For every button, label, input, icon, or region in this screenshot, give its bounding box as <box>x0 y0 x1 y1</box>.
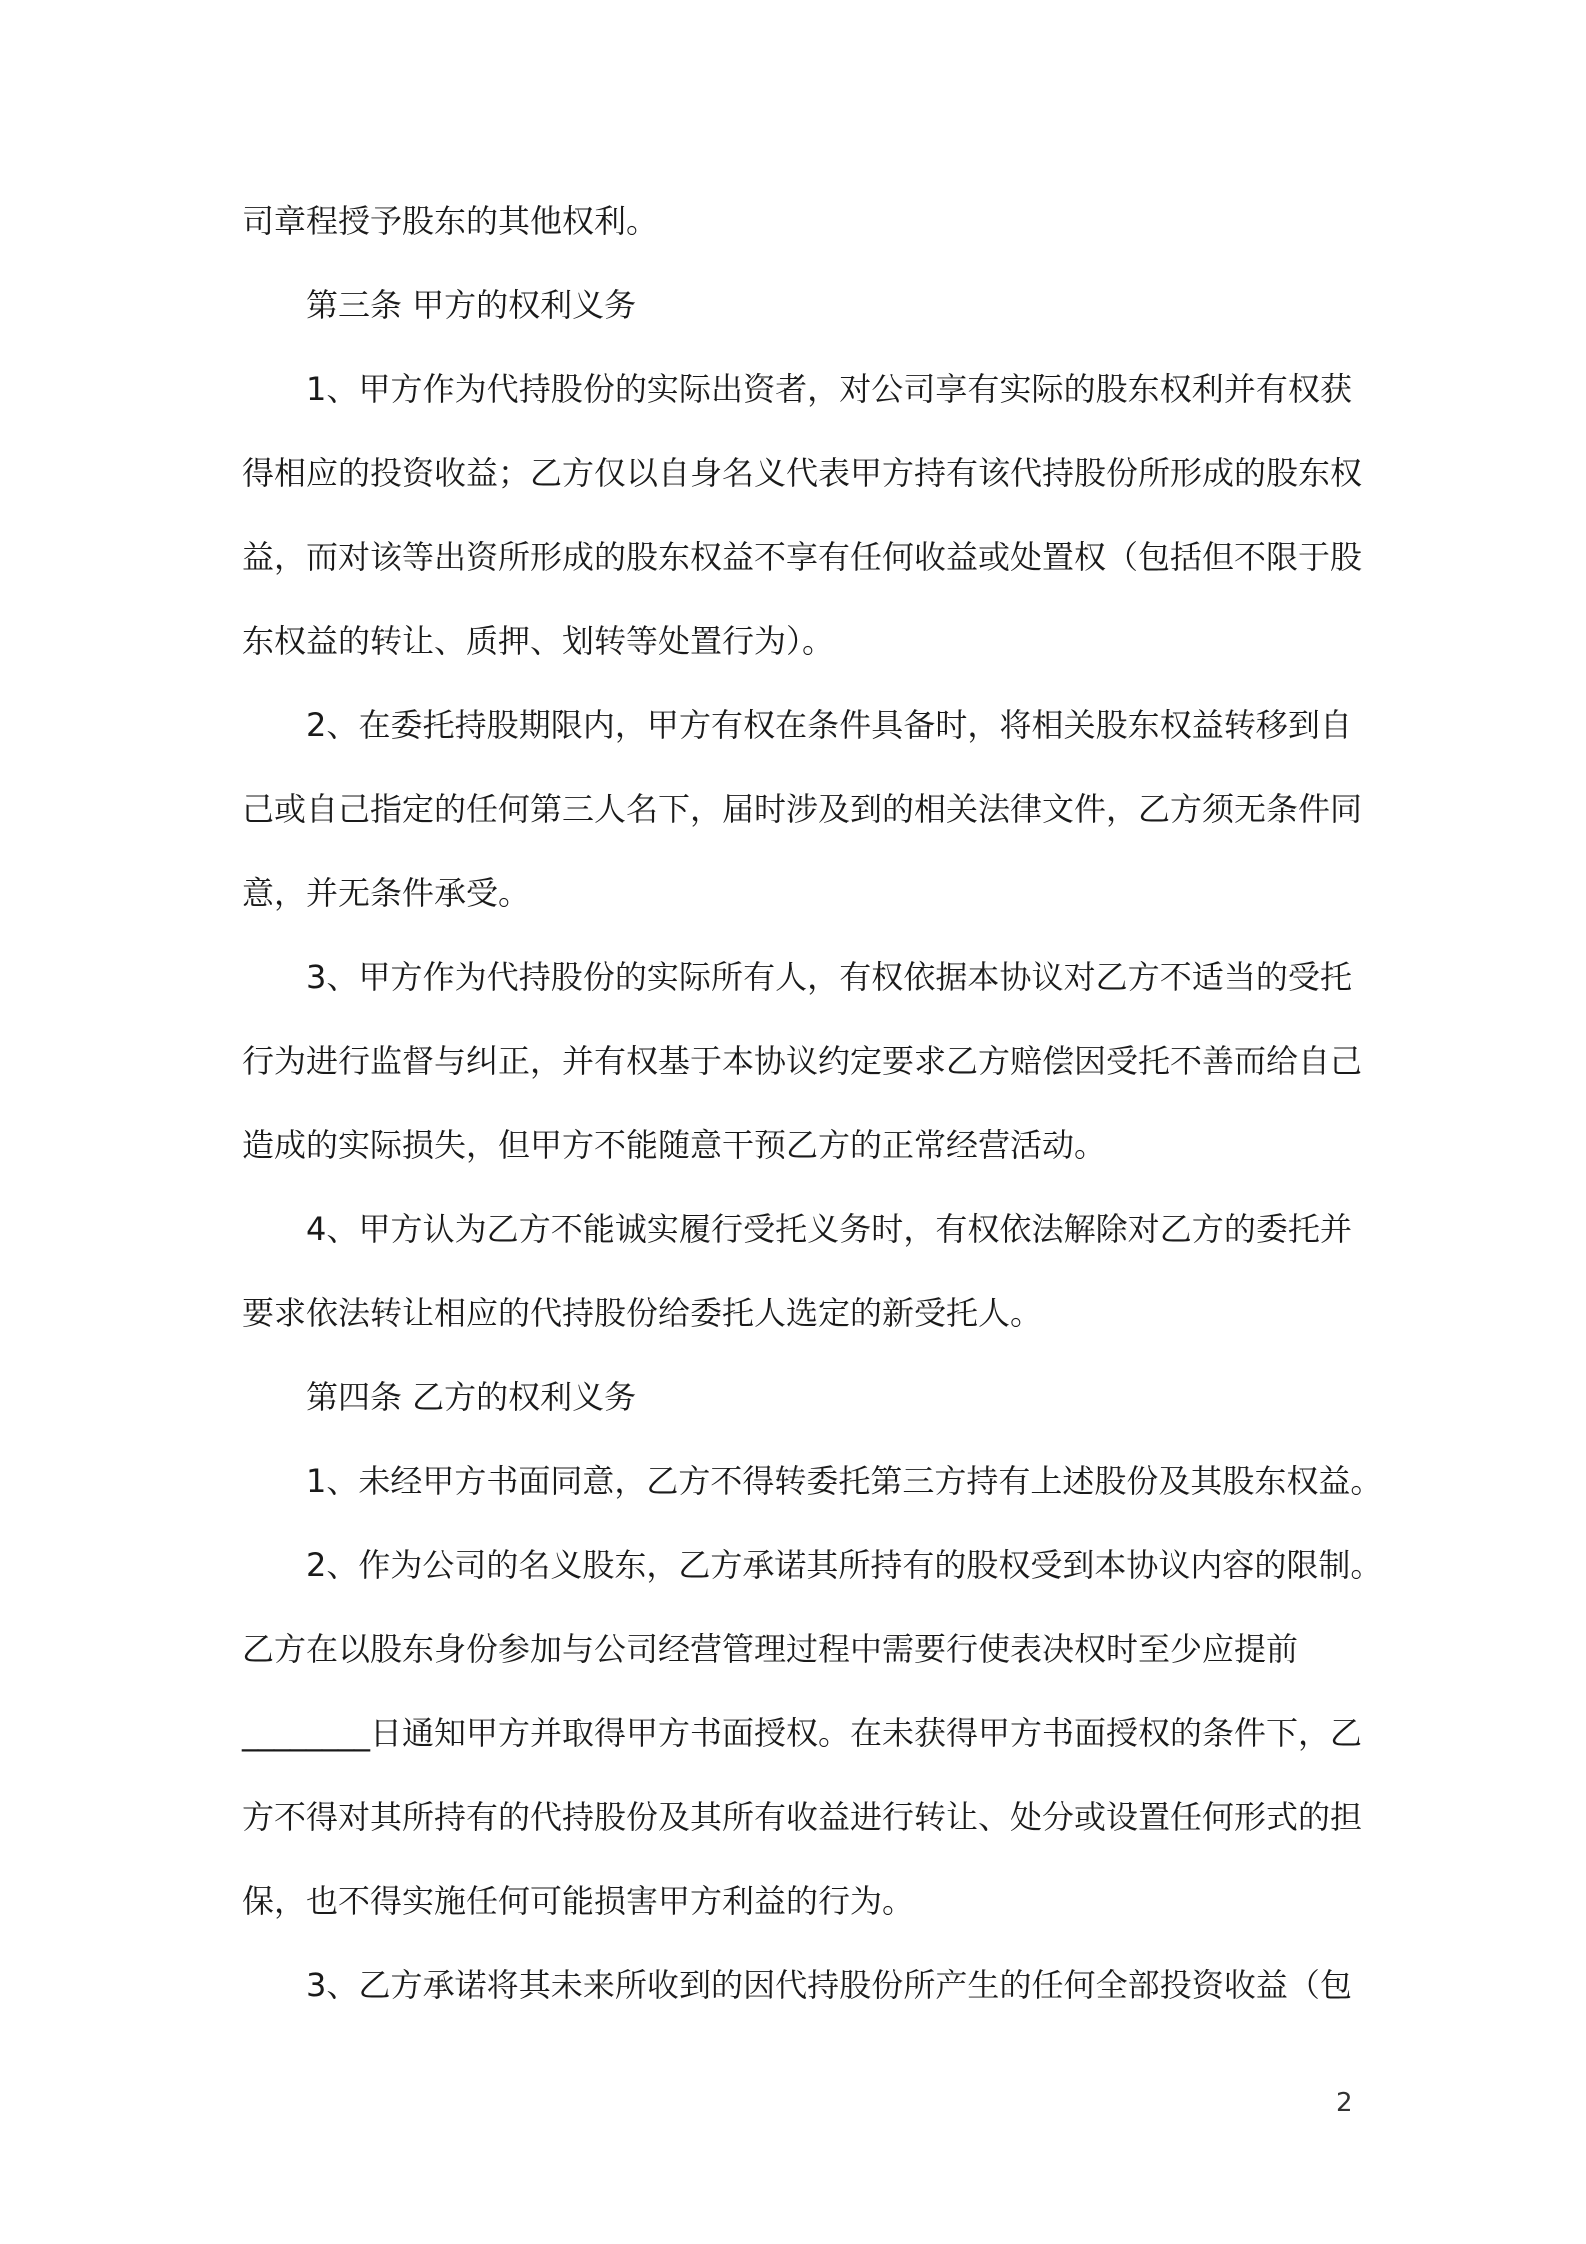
section-heading: 第四条 乙方的权利义务 <box>306 1378 637 1416</box>
text-line: 造成的实际损失，但甲方不能随意干预乙方的正常经营活动。 <box>242 1126 1107 1164</box>
text-line: 要求依法转让相应的代持股份给委托人选定的新受托人。 <box>242 1294 1043 1332</box>
page-number: 2 <box>1336 2088 1353 2118</box>
text-line: 乙方在以股东身份参加与公司经营管理过程中需要行使表决权时至少应提前 <box>242 1630 1299 1668</box>
section-heading: 第三条 甲方的权利义务 <box>306 286 637 324</box>
text-line: 3、乙方承诺将其未来所收到的因代持股份所产生的任何全部投资收益（包 <box>306 1966 1352 2004</box>
text-line: 保，也不得实施任何可能损害甲方利益的行为。 <box>242 1882 915 1920</box>
text-line: 2、在委托持股期限内，甲方有权在条件具备时，将相关股东权益转移到自 <box>306 706 1352 744</box>
text-line: 意，并无条件承受。 <box>242 874 531 912</box>
text-line: 1、甲方作为代持股份的实际出资者，对公司享有实际的股东权利并有权获 <box>306 370 1352 408</box>
text-line: 益，而对该等出资所形成的股东权益不享有任何收益或处置权（包括但不限于股 <box>242 538 1363 576</box>
text-line: 司章程授予股东的其他权利。 <box>242 202 659 240</box>
text-line: 己或自己指定的任何第三人名下，届时涉及到的相关法律文件，乙方须无条件同 <box>242 790 1363 828</box>
text-line: 得相应的投资收益；乙方仅以自身名义代表甲方持有该代持股份所形成的股东权 <box>242 454 1363 492</box>
text-line: 方不得对其所持有的代持股份及其所有收益进行转让、处分或设置任何形式的担 <box>242 1798 1363 1836</box>
text-line: ________日通知甲方并取得甲方书面授权。在未获得甲方书面授权的条件下，乙 <box>242 1714 1363 1752</box>
text-line: 1、未经甲方书面同意，乙方不得转委托第三方持有上述股份及其股东权益。 <box>306 1462 1383 1500</box>
text-line: 行为进行监督与纠正，并有权基于本协议约定要求乙方赔偿因受托不善而给自己 <box>242 1042 1363 1080</box>
text-line: 东权益的转让、质押、划转等处置行为）。 <box>242 622 835 660</box>
text-line: 2、作为公司的名义股东，乙方承诺其所持有的股权受到本协议内容的限制。 <box>306 1546 1383 1584</box>
text-line: 3、甲方作为代持股份的实际所有人，有权依据本协议对乙方不适当的受托 <box>306 958 1352 996</box>
text-line: 4、甲方认为乙方不能诚实履行受托义务时，有权依法解除对乙方的委托并 <box>306 1210 1352 1248</box>
